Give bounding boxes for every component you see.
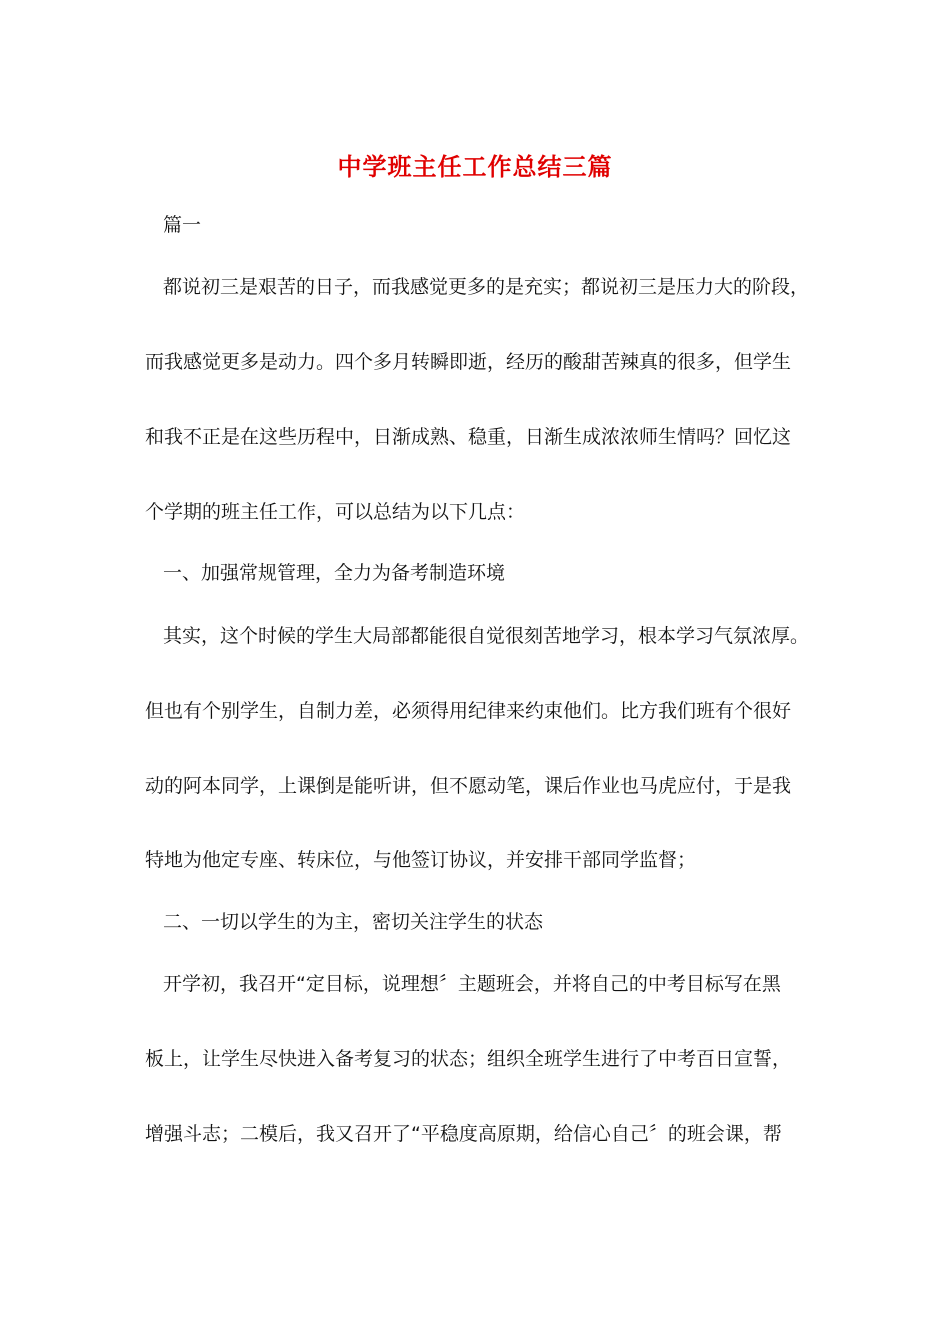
paragraph-line: 动的阿本同学，上课倒是能听讲，但不愿动笔，课后作业也马虎应付，于是我 (145, 775, 792, 797)
paragraph-line: 开学初，我召开“定目标，说理想〞主题班会，并将自己的中考目标写在黑 (163, 973, 781, 995)
paragraph-line: 其实，这个时候的学生大局部都能很自觉很刻苦地学习，根本学习气氛浓厚。 (163, 625, 810, 647)
paragraph-line: 和我不正是在这些历程中，日渐成熟、稳重，日渐生成浓浓师生情吗？回忆这 (145, 426, 792, 448)
section-heading-two: 二、一切以学生的为主，密切关注学生的状态 (163, 911, 544, 933)
paragraph-line: 但也有个别学生，自制力差，必须得用纪律来约束他们。比方我们班有个很好 (145, 700, 792, 722)
paragraph-line: 增强斗志；二模后，我又召开了“平稳度高原期，给信心自己〞的班会课，帮 (145, 1123, 782, 1145)
section-heading-one: 一、加强常规管理，全力为备考制造环境 (163, 562, 506, 584)
paragraph-line: 而我感觉更多是动力。四个多月转瞬即逝，经历的酸甜苦辣真的很多，但学生 (145, 351, 792, 373)
paragraph-line: 板上，让学生尽快进入备考复习的状态；组织全班学生进行了中考百日宣誓， (145, 1048, 792, 1070)
paragraph-line: 特地为他定专座、转床位，与他签订协议，并安排干部同学监督； (145, 849, 697, 871)
paragraph-line: 都说初三是艰苦的日子，而我感觉更多的是充实；都说初三是压力大的阶段， (163, 276, 810, 298)
document-title: 中学班主任工作总结三篇 (337, 152, 613, 181)
section-heading-part-one: 篇一 (163, 214, 202, 236)
paragraph-line: 个学期的班主任工作，可以总结为以下几点： (145, 501, 526, 523)
